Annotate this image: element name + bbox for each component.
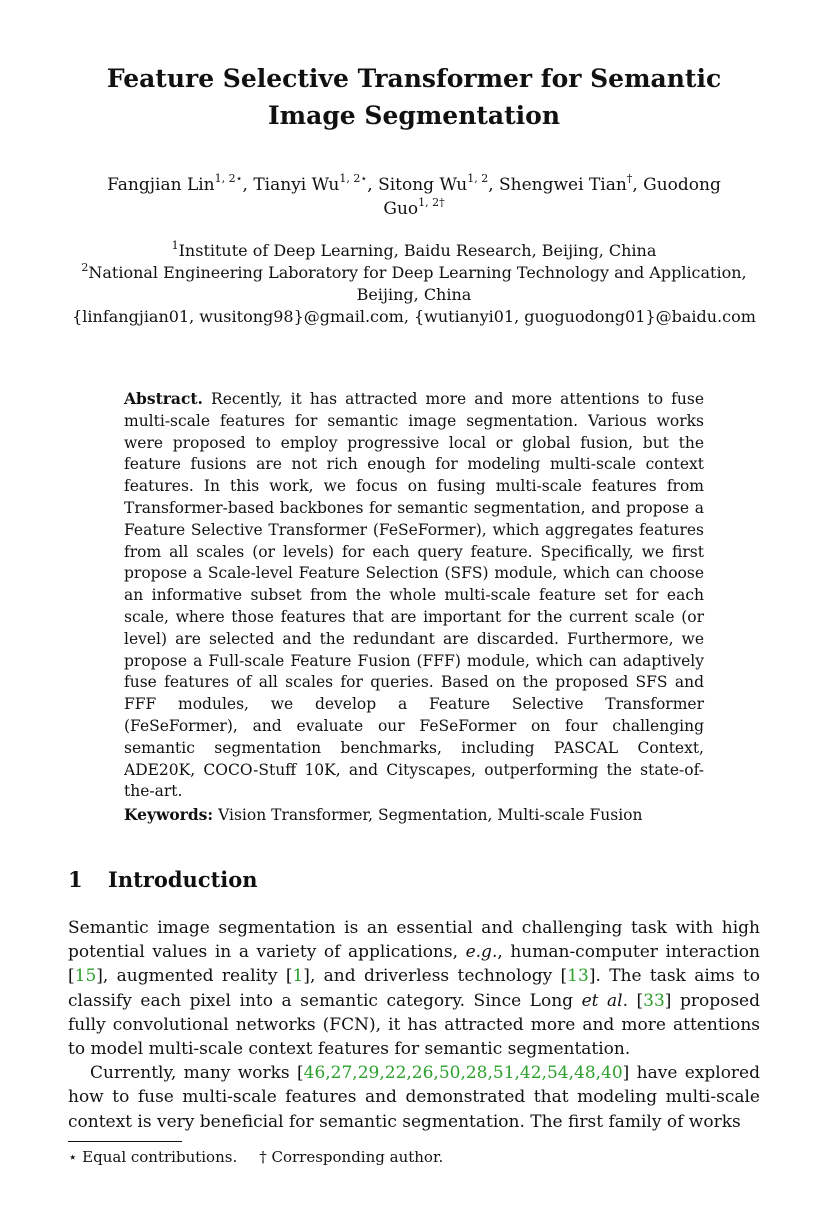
body-text: . The task aims to classify each pixel into a semantic category. Since Long: [68, 966, 761, 1011]
body-text: have explored how to fuse multi-scale features and demonstrated that modeling multi-scale context is very beneficial for semantic segmentation. The first family of works: [68, 1063, 761, 1132]
affiliation-2: [60, 262, 768, 284]
affiliations: [60, 240, 768, 328]
author-name: Tianyi Wu: [253, 175, 340, 195]
author-line-2: [60, 197, 768, 221]
citation-link[interactable]: 1: [292, 966, 304, 987]
author-separator: ,: [242, 175, 254, 195]
citation-link[interactable]: 33: [643, 990, 665, 1011]
affiliation-2-cont: Beijing, China: [356, 285, 472, 304]
abstract-label: Abstract.: [124, 389, 203, 408]
introduction-body: [68, 916, 760, 1134]
author-affil-mark: 1, 2: [467, 172, 489, 186]
body-text-italic: e.g.: [465, 942, 498, 963]
body-text: proposed fully convolutional networks (FCN), it has attracted more and more attentions to model multi-scale context features for semantic segmentation.: [68, 990, 760, 1060]
author-name: Sitong Wu: [378, 175, 468, 195]
keywords: [124, 804, 704, 827]
section-heading: [68, 866, 258, 894]
author-separator: ,: [367, 175, 379, 195]
body-text: Currently, many works: [90, 1063, 297, 1084]
paragraph: Semantic image segmentation is an essential and challenging task with high potential values in a variety of applications, e.g., human-computer interaction [15], augmented reality [1], and driverless technology [13]. The task aims to classify each pixel into a semantic category. Since Long et al. [33] proposed fully convolutional networks (FCN), it has attracted more and more attentions to model multi-scale context features for semantic segmentation.: [68, 918, 761, 1060]
paper-title: Feature Selective Transformer for Semantic Image Segmentation: [106, 64, 722, 130]
author-affil-mark: 1, 2†: [418, 196, 445, 210]
author-name: Fangjian Lin: [107, 175, 215, 195]
footnote-corresponding-author: † Corresponding author.: [259, 1148, 444, 1166]
author-separator: ,: [488, 175, 500, 195]
affiliation-text: Institute of Deep Learning, Baidu Research, Beijing, China: [178, 241, 657, 260]
body-text: Semantic image segmentation is an essential and challenging task with high potential values in a variety of applications,: [68, 918, 760, 963]
author-affil-mark: 1, 2⋆: [339, 172, 368, 186]
affiliation-text: National Engineering Laboratory for Deep Learning Technology and Application,: [88, 263, 747, 282]
affiliation-mark: 1: [171, 238, 179, 252]
footnote: [68, 1146, 443, 1168]
author-affil-mark: 1, 2⋆: [214, 172, 243, 186]
abstract: [124, 388, 704, 803]
body-text: , human-computer interaction: [497, 942, 760, 963]
abstract-text: Recently, it has attracted more and more attentions to fuse multi-scale features for semantic image segmentation. Various works were proposed to employ progressive local or global fusion, but the feature fusions are not rich enough for modeling multi-scale context features. In this work, we focus on fusing multi-scale features from Transformer-based backbones for semantic segmentation, and propose a Feature Selective Transformer (FeSeFormer), which aggregates features from all scales (or levels) for each query feature. Specifically, we first propose a Scale-level Feature Selection (SFS) module, which can choose an informative subset from the whole multi-scale feature set for each scale, where those features that are important for the current scale (or level) are selected and the redundant are discarded. Furthermore, we propose a Full-scale Feature Fusion (FFF) module, which can adaptively fuse features of all scales for queries. Based on the proposed SFS and FFF modules, we develop a Feature Selective Transformer (FeSeFormer), and evaluate our FeSeFormer on four challenging semantic segmentation benchmarks, including PASCAL Context, ADE20K, COCO-Stuff 10K, and Cityscapes, outperforming the state-of-the-art.: [124, 390, 704, 801]
author-name: Guodong: [643, 175, 721, 195]
author-name: Guo: [383, 199, 419, 219]
affiliation-mark: 2: [81, 260, 89, 274]
body-text: [628, 991, 637, 1011]
section-number: 1: [68, 867, 83, 892]
author-separator: ,: [632, 175, 644, 195]
footnote-equal-contribution: ⋆ Equal contributions.: [68, 1148, 238, 1166]
author-affil-mark: †: [626, 172, 633, 186]
author-name: Shengwei Tian: [499, 175, 627, 195]
paragraph: Currently, many works [46,27,29,22,26,50,28,51,42,54,48,40] have explored how to fuse multi-scale features and demonstrated that modeling multi-scale context is very beneficial for semantic segmentation. The first family of works: [68, 1063, 761, 1132]
keywords-label: Keywords:: [124, 805, 214, 824]
body-text: , and driverless technology: [309, 966, 561, 987]
footnote-rule: [68, 1141, 182, 1142]
author-line-1: [60, 173, 768, 197]
affiliation-1: [60, 240, 768, 262]
section-title: Introduction: [108, 867, 258, 892]
author-list: [60, 173, 768, 221]
citation-link[interactable]: 15: [74, 966, 97, 987]
citation-link[interactable]: 46,27,29,22,26,50,28,51,42,54,48,40: [303, 1063, 623, 1084]
body-text-italic: et al.: [581, 990, 628, 1011]
citation-link[interactable]: 13: [567, 966, 589, 987]
author-emails: {linfangjian01, wusitong98}@gmail.com, {wutianyi01, guoguodong01}@baidu.com: [72, 307, 756, 326]
body-text: , augmented reality: [102, 966, 286, 987]
keywords-text: Vision Transformer, Segmentation, Multi-scale Fusion: [218, 806, 643, 824]
